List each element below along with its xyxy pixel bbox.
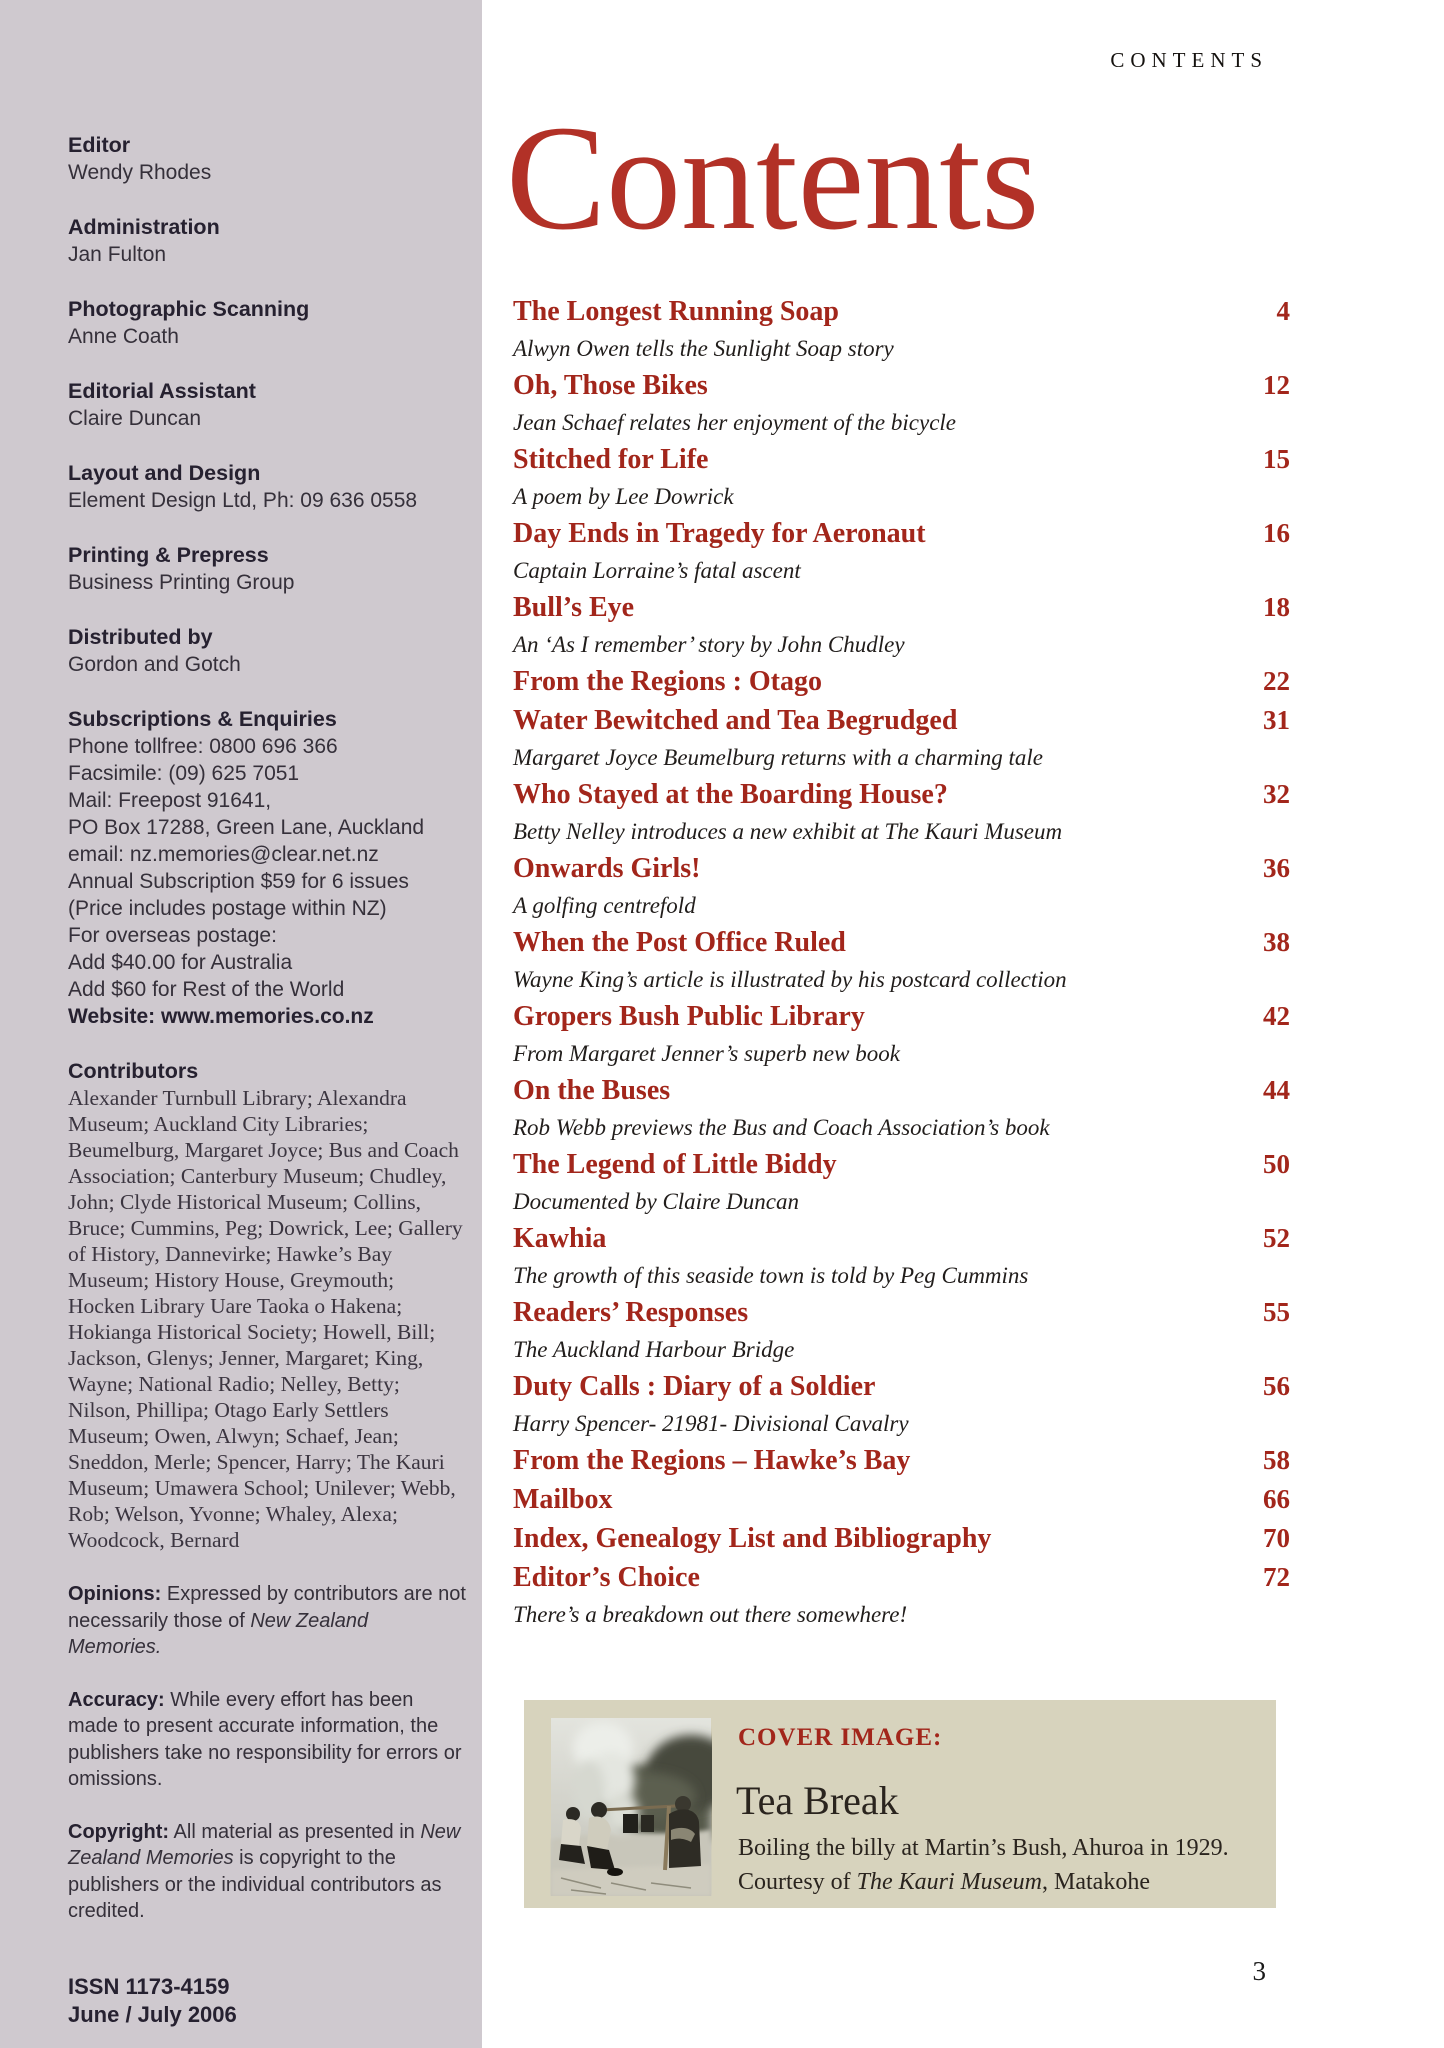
sidebar-section-heading: Printing & Prepress [68,543,269,567]
sidebar-section-line: Add $60 for Rest of the World [68,978,345,1001]
toc-entry-row [513,444,1290,475]
toc-entry [513,1297,1290,1363]
sidebar-section [68,132,466,186]
sidebar-notice [68,1581,466,1661]
toc-entry [513,705,1290,771]
notice-italic: New Zealand Memories [68,1820,461,1869]
sidebar-section-line: For overseas postage: [68,924,277,947]
page-number: 3 [1252,1956,1266,1986]
cover-image-label: COVER IMAGE: [738,1724,943,1751]
toc-entry-page: 55 [1263,1297,1290,1327]
toc-entry-subtitle: Wayne King’s article is illustrated by his postcard collection [513,967,1067,992]
toc-entry-row [513,1223,1290,1254]
toc-entry-page: 70 [1263,1523,1290,1553]
toc-entry-row [513,1001,1290,1032]
cover-credit-suffix: , Matakohe [1042,1869,1150,1895]
sidebar-section-line: Business Printing Group [68,571,295,594]
toc-entry [513,1149,1290,1215]
toc-entry-page: 58 [1263,1445,1290,1475]
table-of-contents [513,296,1290,1636]
contents-running-header: CONTENTS [1110,48,1268,72]
cover-credit-prefix: Courtesy of [738,1869,857,1895]
sidebar-section [68,706,466,1030]
sidebar-section [68,542,466,596]
toc-entry-subtitle: Captain Lorraine’s fatal ascent [513,558,801,583]
toc-entry-title: Editor’s Choice [513,1562,700,1593]
toc-entry-title: From the Regions : Otago [513,666,822,697]
sidebar-section-heading: Editorial Assistant [68,379,256,403]
sidebar-section [68,624,466,678]
toc-entry-subtitle: An ‘As I remember’ story by John Chudley [513,632,905,657]
toc-entry-title: Index, Genealogy List and Bibliography [513,1523,992,1554]
sidebar-section-line: Jan Fulton [68,243,167,266]
toc-entry [513,1562,1290,1628]
sidebar-section-line: Add $40.00 for Australia [68,951,293,974]
sidebar-section-line: Mail: Freepost 91641, [68,789,272,812]
toc-entry-row [513,705,1290,736]
toc-entry-title: Mailbox [513,1484,613,1515]
toc-entry-page: 42 [1263,1001,1290,1031]
toc-entry-title: When the Post Office Ruled [513,927,846,958]
sidebar-section-heading: Administration [68,215,220,239]
toc-entry-title: Day Ends in Tragedy for Aeronaut [513,518,926,549]
toc-entry-page: 36 [1263,853,1290,883]
toc-entry-row [513,779,1290,810]
toc-entry-row [513,1149,1290,1180]
toc-entry-row [513,592,1290,623]
sidebar-section-heading: Layout and Design [68,461,261,485]
notice-label: Opinions: [68,1583,162,1605]
sidebar-section-line: Claire Duncan [68,407,202,430]
sidebar-section-heading: Photographic Scanning [68,297,310,321]
notice-italic: New Zealand Memories. [68,1609,369,1658]
sidebar-section-line: Facsimile: (09) 625 7051 [68,762,300,785]
toc-entry [513,779,1290,845]
issue-date: June / July 2006 [68,2001,237,2027]
sidebar-section-line: email: nz.memories@clear.net.nz [68,843,379,866]
toc-entry-title: Kawhia [513,1223,607,1254]
toc-entry-page: 22 [1263,666,1290,696]
toc-entry-page: 44 [1263,1075,1290,1105]
toc-entry-row [513,1445,1290,1476]
notice-text: While every effort has been made to present accurate information, the publishers take no responsibility for errors or omissions. [68,1688,462,1790]
toc-entry-title: Who Stayed at the Boarding House? [513,779,948,810]
toc-entry-row [513,296,1290,327]
issn-block [68,1973,466,2029]
cover-credit-source: The Kauri Museum [856,1869,1042,1895]
toc-entry-page: 38 [1263,927,1290,957]
toc-entry-row [513,518,1290,549]
toc-entry-page: 18 [1263,592,1290,622]
sidebar-section-heading: Editor [68,133,131,157]
sidebar-section-line: Element Design Ltd, Ph: 09 636 0558 [68,489,418,512]
toc-entry-row [513,666,1290,697]
toc-entry-page: 32 [1263,779,1290,809]
toc-entry-title: Stitched for Life [513,444,709,475]
toc-entry [513,1223,1290,1289]
toc-entry-title: Bull’s Eye [513,592,635,623]
sidebar-section [68,214,466,268]
toc-entry-subtitle: Alwyn Owen tells the Sunlight Soap story [513,336,894,361]
sidebar-website-line: Website: www.memories.co.nz [68,1005,374,1028]
sidebar-notices [68,1581,466,1925]
notice-text: Expressed by contributors are not necessarily those of [68,1583,466,1632]
page-title: Contents [506,95,1040,261]
toc-entry-row [513,1484,1290,1515]
toc-entry [513,592,1290,658]
notice-after: is copyright to the publishers or the individual contributors as credited. [68,1847,442,1922]
toc-entry [513,927,1290,993]
sidebar-notice [68,1819,466,1925]
notice-text: All material as presented in [169,1820,421,1843]
toc-entry-row [513,370,1290,401]
toc-entry-row [513,1297,1290,1328]
toc-entry-subtitle: Jean Schaef relates her enjoyment of the bicycle [513,410,956,435]
contributors-heading: Contributors [68,1059,199,1083]
sidebar-section [68,378,466,432]
toc-entry-page: 16 [1263,518,1290,548]
toc-entry-subtitle: Harry Spencer- 21981- Divisional Cavalry [513,1411,909,1436]
toc-entry-title: Oh, Those Bikes [513,370,708,401]
sidebar-section-line: Anne Coath [68,325,179,348]
toc-entry [513,1075,1290,1141]
toc-entry-title: From the Regions – Hawke’s Bay [513,1445,911,1476]
toc-entry [513,853,1290,919]
toc-entry-subtitle: The Auckland Harbour Bridge [513,1337,795,1362]
toc-entry-row [513,1371,1290,1402]
toc-entry-title: Duty Calls : Diary of a Soldier [513,1371,876,1402]
toc-entry [513,1523,1290,1554]
toc-entry-subtitle: There’s a breakdown out there somewhere! [513,1602,908,1627]
sidebar-section [68,460,466,514]
toc-entry-subtitle: From Margaret Jenner’s superb new book [513,1041,900,1066]
cover-image-title: Tea Break [736,1778,899,1823]
contributors-list: Alexander Turnbull Library; Alexandra Museum; Auckland City Libraries; Beumelburg, Margaret Joyce; Bus and Coach Association; Canterbury Museum; Chudley, John; Clyde Historical Museum; Collins, Bruce; Cummins, Peg; Dowrick, Lee; Gallery of History, Dannevirke; Hawke’s Bay Museum; History House, Greymouth; Hocken Library Uare Taoka o Hakena; Hokianga Historical Society; Howell, Bill; Jackson, Glenys; Jenner, Margaret; King, Wayne; National Radio; Nelley, Betty; Nilson, Phillipa; Otago Early Settlers Museum; Owen, Alwyn; Schaef, Jean; Sneddon, Merle; Spencer, Harry; The Kauri Museum; Umawera School; Unilever; Webb, Rob; Welson, Yvonne; Whaley, Alexa; Woodcock, Bernard [68,1086,463,1552]
toc-entry-subtitle: Rob Webb previews the Bus and Coach Association’s book [513,1115,1050,1140]
sidebar-section-heading: Subscriptions & Enquiries [68,707,337,731]
cover-image-box [524,1700,1276,1908]
toc-entry [513,1371,1290,1437]
sidebar-section-heading: Distributed by [68,625,213,649]
toc-entry-title: Gropers Bush Public Library [513,1001,865,1032]
notice-label: Accuracy: [68,1688,165,1711]
toc-entry-subtitle: A poem by Lee Dowrick [513,484,734,509]
toc-entry-title: The Legend of Little Biddy [513,1149,837,1180]
sidebar-section-line: PO Box 17288, Green Lane, Auckland [68,816,425,839]
sidebar-section-line: Wendy Rhodes [68,161,212,184]
sidebar-section-line: Annual Subscription $59 for 6 issues [68,870,409,893]
toc-entry-title: On the Buses [513,1075,671,1106]
toc-entry-page: 52 [1263,1223,1290,1253]
sidebar [0,0,482,2048]
sidebar-notice [68,1687,466,1793]
sidebar-section-line: (Price includes postage within NZ) [68,897,387,920]
toc-entry-title: Water Bewitched and Tea Begrudged [513,705,958,736]
toc-entry-page: 4 [1276,296,1290,326]
cover-image-credit [738,1868,1150,1896]
toc-entry-subtitle: Margaret Joyce Beumelburg returns with a charming tale [513,745,1043,770]
toc-entry [513,1484,1290,1515]
toc-entry-page: 31 [1263,705,1290,735]
toc-entry [513,370,1290,436]
toc-entry-row [513,1075,1290,1106]
toc-entry-page: 50 [1263,1149,1290,1179]
toc-entry [513,444,1290,510]
toc-entry-row [513,853,1290,884]
notice-label: Copyright: [68,1820,170,1843]
toc-entry-page: 66 [1263,1484,1290,1514]
toc-entry-title: Onwards Girls! [513,853,701,884]
sidebar-section-line: Phone tollfree: 0800 696 366 [68,735,338,758]
toc-entry-page: 56 [1263,1371,1290,1401]
toc-entry [513,666,1290,697]
sidebar-section [68,296,466,350]
cover-photo [550,1718,712,1896]
toc-entry-subtitle: The growth of this seaside town is told by Peg Cummins [513,1263,1029,1288]
toc-entry [513,518,1290,584]
toc-entry-subtitle: Documented by Claire Duncan [513,1189,799,1214]
toc-entry-row [513,1562,1290,1593]
sidebar-section-line: Gordon and Gotch [68,653,241,676]
toc-entry-page: 72 [1263,1562,1290,1592]
issn-number: ISSN 1173-4159 [68,1973,230,1999]
toc-entry-title: Readers’ Responses [513,1297,749,1328]
toc-entry-row [513,1523,1290,1554]
cover-image-caption: Boiling the billy at Martin’s Bush, Ahuroa in 1929. [738,1835,1229,1861]
sidebar-staff-sections [68,132,466,1030]
toc-entry [513,296,1290,362]
toc-entry-subtitle: Betty Nelley introduces a new exhibit at The Kauri Museum [513,819,1063,844]
contributors-section [68,1058,466,1553]
toc-entry-title: The Longest Running Soap [513,296,840,327]
toc-entry-subtitle: A golfing centrefold [513,893,696,918]
toc-entry-page: 12 [1263,370,1290,400]
toc-entry-row [513,927,1290,958]
toc-entry-page: 15 [1263,444,1290,474]
toc-entry [513,1001,1290,1067]
toc-entry [513,1445,1290,1476]
